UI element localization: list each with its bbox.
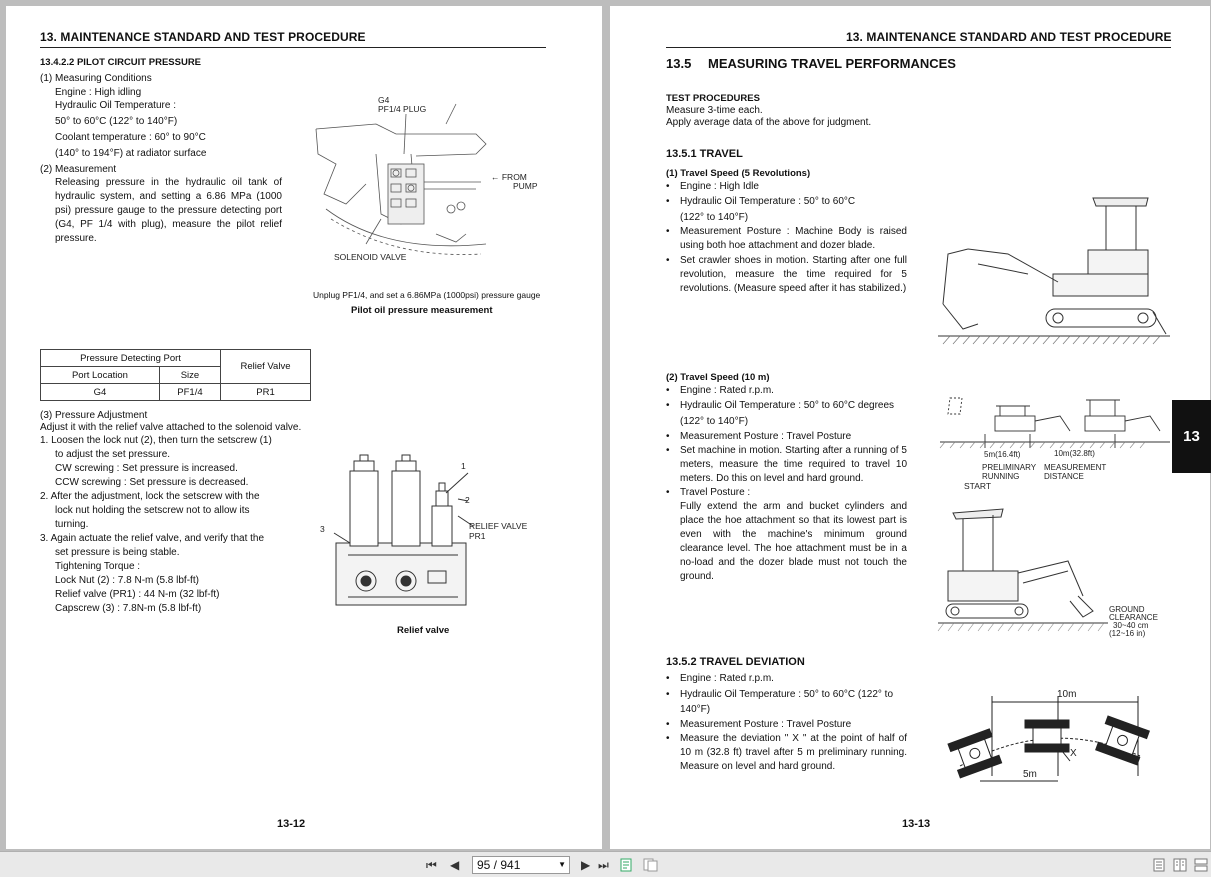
- text-line: (3) Pressure Adjustment: [40, 410, 148, 421]
- bullet-text: (122° to 140°F): [680, 416, 749, 427]
- text-line: lock nut holding the setscrew not to allow its: [55, 505, 250, 516]
- figure-note: Unplug PF1/4, and set a 6.86MPa (1000psi) pressure gauge: [313, 290, 541, 300]
- text-line: Relief valve (PR1) : 44 N-m (32 lbf-ft): [55, 589, 220, 600]
- page-13-12: [6, 6, 602, 849]
- last-page-button[interactable]: ⏭: [598, 858, 609, 872]
- bullet-text: Fully extend the arm and bucket cylinders and place the hoe attachment so that its lowest part is even with the machine's minimum ground clearance level. The hoe attachment must be in a no-load and the dozer blade must not touch the ground.: [680, 501, 907, 582]
- double-page-view-icon[interactable]: [1173, 858, 1187, 872]
- text-line: Coolant temperature : 60° to 90°C: [55, 132, 206, 143]
- fig-label: PRELIMINARY: [982, 463, 1037, 472]
- text-line: Lock Nut (2) : 7.8 N-m (5.8 lbf-ft): [55, 575, 199, 586]
- bullet-text: Engine : High Idle: [680, 181, 759, 192]
- bullet-text: Measure the deviation " X " at the point of half of 10 m (32.8 ft) travel after 5 m preliminary running. Measure on level and hard ground.: [680, 733, 907, 772]
- continuous-view-icon[interactable]: [1194, 858, 1208, 872]
- bullet-dot: •: [666, 689, 670, 700]
- travel-posture-figure: [938, 501, 1108, 633]
- bullet-text: (122° to 140°F): [680, 212, 749, 223]
- pressure-port-table: [40, 349, 311, 401]
- next-page-button[interactable]: ▶: [581, 858, 591, 872]
- text-line: Adjust it with the relief valve attached to the solenoid valve.: [40, 422, 302, 433]
- travel-deviation-figure: [940, 686, 1162, 786]
- text-line: Capscrew (3) : 7.8N-m (5.8 lbf-ft): [55, 603, 202, 614]
- fig-label: ← FROM: [491, 172, 527, 182]
- test-procedures-heading: TEST PROCEDURES: [666, 93, 760, 104]
- section-title: 13.4.2.2 PILOT CIRCUIT PRESSURE: [40, 57, 202, 68]
- page-13-13: [610, 6, 1210, 849]
- bullet-dot: •: [666, 255, 670, 266]
- relief-valve-figure: [328, 451, 478, 611]
- bullet-text: Hydraulic Oil Temperature : 50° to 60°C degrees: [680, 400, 895, 411]
- bullet-text: Set machine in motion. Starting after a running of 5 meters, measure the time required to travel 10 meters. Do this on level and hard ground.: [680, 445, 907, 484]
- bullet-text: Hydraulic Oil Temperature : 50° to 60°C (122° to: [680, 689, 894, 700]
- measurement-paragraph: Releasing pressure in the hydraulic oil tank of hydraulic system, and setting a 6.86 MPa (1000 psi) pressure gauge to the pressure detecting port (G4, PF 1/4 with plug), measure the pilot relief pressure.: [55, 177, 282, 244]
- table-cell: PR1: [221, 384, 311, 401]
- bullet-dot: •: [666, 431, 670, 442]
- bullet-text: 140°F): [680, 704, 711, 715]
- fig-label: X: [1070, 748, 1077, 759]
- fig-label: PF1/4 PLUG: [378, 104, 427, 114]
- bullet-dot: •: [666, 181, 670, 192]
- fig-label: RELIEF VALVE: [469, 521, 528, 531]
- bullet-dot: •: [666, 400, 670, 411]
- bullet-text: Engine : Rated r.p.m.: [680, 673, 774, 684]
- bullet-dot: •: [666, 445, 670, 456]
- page-number: 13-12: [277, 818, 306, 830]
- text-line: 50° to 60°C (122° to 140°F): [55, 116, 178, 127]
- bullet-text: Engine : Rated r.p.m.: [680, 385, 774, 396]
- table-header: Pressure Detecting Port: [41, 350, 221, 367]
- bullet-dot: •: [666, 719, 670, 730]
- page-number: 13-13: [902, 818, 931, 830]
- bullet-dot: •: [666, 487, 670, 498]
- page-number-input[interactable]: [472, 856, 570, 874]
- text-line: 1. Loosen the lock nut (2), then turn the setscrew (1): [40, 435, 272, 446]
- fig-label: START: [964, 481, 992, 491]
- page-header: 13. MAINTENANCE STANDARD AND TEST PROCEDURE: [40, 30, 366, 44]
- fig-label: GROUND: [1109, 605, 1145, 614]
- table-header: Port Location: [41, 367, 160, 384]
- section-title: MEASURING TRAVEL PERFORMANCES: [708, 56, 956, 71]
- first-page-button[interactable]: ⏮: [426, 858, 437, 872]
- text-line: (1) Measuring Conditions: [40, 73, 152, 84]
- fig-label: 5m: [1023, 769, 1037, 780]
- travel-distance-figure: [940, 386, 1170, 448]
- fig-label: 10m(32.8ft): [1054, 449, 1095, 458]
- viewer-toolbar: [0, 851, 1211, 877]
- fig-label: 1: [461, 461, 466, 471]
- prev-page-button[interactable]: ◀: [450, 858, 460, 872]
- text-line: (2) Measurement: [40, 164, 117, 175]
- bullet-dot: •: [666, 673, 670, 684]
- bullet-dot: •: [666, 733, 670, 744]
- text-line: turning.: [55, 519, 89, 530]
- fig-label: 10m: [1057, 689, 1077, 700]
- fig-label: MEASUREMENT: [1044, 463, 1107, 472]
- bullet-text: Measurement Posture : Travel Posture: [680, 431, 852, 442]
- fig-label: DISTANCE: [1044, 472, 1084, 481]
- text-line: set pressure is being stable.: [55, 547, 180, 558]
- fig-label: PUMP: [513, 181, 538, 191]
- section-number: 13.5: [666, 56, 692, 71]
- header-rule: [40, 47, 546, 48]
- fig-label: SOLENOID VALVE: [334, 252, 407, 262]
- text-line: 2. After the adjustment, lock the setscrew with the: [40, 491, 260, 502]
- fig-label: PR1: [469, 531, 486, 541]
- header-rule: [666, 47, 1171, 48]
- text-line: (140° to 194°F) at radiator surface: [55, 148, 207, 159]
- fig-label: 3: [320, 524, 325, 534]
- fig-label: 5m(16.4ft): [984, 450, 1021, 459]
- page-number-value: 95 / 941: [477, 858, 521, 872]
- bullet-dot: •: [666, 385, 670, 396]
- table-cell: G4: [41, 384, 160, 401]
- fig-label: 2: [465, 495, 470, 505]
- fig-label: CLEARANCE: [1109, 613, 1158, 622]
- figure-caption: Relief valve: [397, 625, 450, 636]
- page-header: 13. MAINTENANCE STANDARD AND TEST PROCEDURE: [846, 30, 1172, 44]
- text-line: CW screwing : Set pressure is increased.: [55, 463, 238, 474]
- text-line: CCW screwing : Set pressure is decreased.: [55, 477, 249, 488]
- bullet-text: Hydraulic Oil Temperature : 50° to 60°C: [680, 196, 856, 207]
- text-line: 3. Again actuate the relief valve, and verify that the: [40, 533, 265, 544]
- subsection-heading: 13.5.2 TRAVEL DEVIATION: [666, 656, 805, 668]
- excavator-raised-figure: [938, 194, 1170, 346]
- bullet-dot: •: [666, 196, 670, 207]
- single-page-view-icon[interactable]: [1152, 858, 1166, 872]
- thumbnails-icon[interactable]: [643, 858, 659, 872]
- subsection-heading: 13.5.1 TRAVEL: [666, 148, 743, 160]
- bullet-text: Measurement Posture : Travel Posture: [680, 719, 852, 730]
- text-line: Tightening Torque :: [55, 561, 141, 572]
- outline-icon[interactable]: [620, 858, 636, 872]
- bullet-text: Travel Posture :: [680, 487, 751, 498]
- sub-heading: (2) Travel Speed (10 m): [666, 372, 770, 383]
- text-line: Hydraulic Oil Temperature :: [55, 100, 176, 111]
- bullet-text: Set crawler shoes in motion. Starting after one full revolution, measure the time required for 5 revolutions. (Measure speed after it has stabilized.): [680, 255, 907, 294]
- pilot-pressure-figure: [306, 94, 506, 264]
- table-header: Size: [159, 367, 220, 384]
- fig-label: 30~40 cm: [1113, 621, 1149, 630]
- figure-caption: Pilot oil pressure measurement: [351, 305, 493, 316]
- table-cell: PF1/4: [159, 384, 220, 401]
- text-line: Engine : High idling: [55, 87, 142, 98]
- text-line: Measure 3-time each.: [666, 105, 763, 116]
- chapter-tab[interactable]: 13: [1172, 400, 1211, 473]
- fig-label: RUNNING: [982, 472, 1020, 481]
- text-line: to adjust the set pressure.: [55, 449, 171, 460]
- fig-label: G4: [378, 95, 390, 105]
- bullet-dot: •: [666, 226, 670, 237]
- text-line: Apply average data of the above for judgment.: [666, 117, 872, 128]
- chevron-down-icon[interactable]: ▼: [558, 860, 566, 869]
- bullet-text: Measurement Posture : Machine Body is raised using both hoe attachment and dozer blade.: [680, 226, 907, 251]
- sub-heading: (1) Travel Speed (5 Revolutions): [666, 168, 811, 179]
- fig-label: (12~16 in): [1109, 629, 1146, 638]
- table-header: Relief Valve: [221, 350, 311, 384]
